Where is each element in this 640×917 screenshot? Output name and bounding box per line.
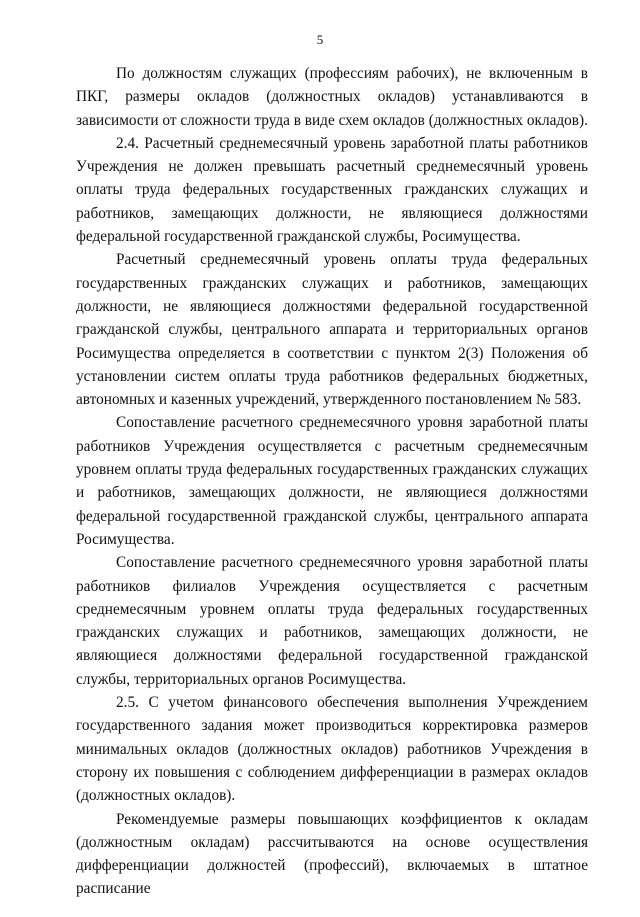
paragraph-salaries-outside-pkg: По должностям служащих (профессиям рабочих), не включенным в ПКГ, размеры окладов (должностных окладов) устанавливаются в зависимости от сложности труда в виде схем окладов (должностных окладов). — [76, 65, 588, 129]
paragraph-2-4-wage-level-limit: 2.4. Расчетный среднемесячный уровень заработной платы работников Учреждения не должен превышать расчетный среднемесячный уровень оплаты труда федеральных государственных гражданских служащих и работников, замещающих должности, не являющиеся должностями федеральной государственной гражданской службы, Росимущества. — [76, 134, 588, 246]
paragraph-recommended-coefficients: Рекомендуемые размеры повышающих коэффициентов к окладам (должностным окладам) рассчитываются на основе осуществления дифференциации должностей (профессий), включаемых в штатное расписание — [76, 810, 588, 898]
document-body — [76, 62, 588, 901]
paragraph-2-5-salary-adjustment: 2.5. С учетом финансового обеспечения выполнения Учреждением государственного задания может производиться корректировка размеров минимальных окладов (должностных окладов) работников Учреждения в сторону их повышения с соблюдением дифференциации в размерах окладов (должностных окладов). — [76, 694, 588, 805]
paragraph-wage-level-determination: Расчетный среднемесячный уровень оплаты труда федеральных государственных гражданских служащих и работников, замещающих должности, не являющиеся должностями федеральной государственной гражданской службы, центрального аппарата и территориальных органов Росимущества определяется в соответствии с пунктом 2(3) Положения об установлении систем оплаты труда работников федеральных бюджетных, автономных и казенных учреждений, утвержденного постановлением № 583. — [76, 251, 588, 409]
paragraph-comparison-branches: Сопоставление расчетного среднемесячного уровня заработной платы работников филиалов Учреждения осуществляется с расчетным среднемесячным уровнем оплаты труда федеральных государственных гражданских служащих и работников, замещающих должности, не являющиеся должностями федеральной государственной гражданской службы, территориальных органов Росимущества. — [76, 554, 588, 688]
paragraph-comparison-central-apparatus: Сопоставление расчетного среднемесячного уровня заработной платы работников Учреждения осуществляется с расчетным среднемесячным уровнем оплаты труда федеральных государственных гражданских служащих и работников, замещающих должности, не являющиеся должностями федеральной государственной гражданской службы, центрального аппарата Росимущества. — [76, 414, 588, 548]
page-number: 5 — [316, 32, 324, 47]
